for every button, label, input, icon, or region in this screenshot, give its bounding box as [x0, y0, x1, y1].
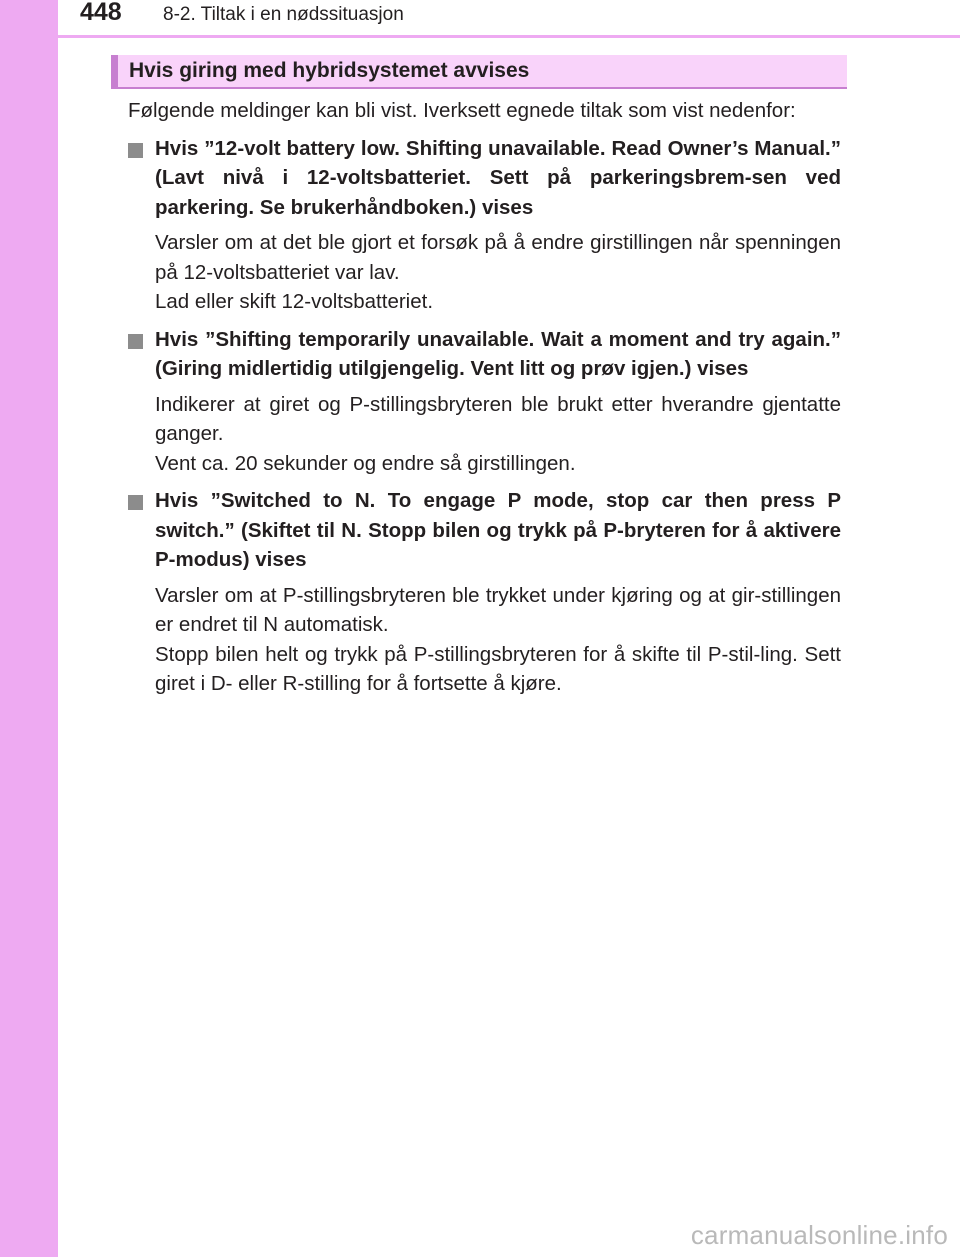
list-item	[128, 134, 841, 317]
square-bullet-icon	[128, 334, 143, 349]
item-body: Stopp bilen helt og trykk på P-stillingsbryteren for å skifte til P-stil-ling. Sett giret i D- eller R-stilling for å fortsette å kjøre.	[155, 642, 841, 695]
chapter-title: 8-2. Tiltak i en nødssituasjon	[163, 4, 404, 25]
main-content	[128, 96, 841, 707]
list-item	[128, 325, 841, 479]
section-title: Hvis giring med hybridsystemet avvises	[129, 59, 530, 82]
page-number: 448	[80, 0, 122, 26]
item-body: Indikerer at giret og P-stillingsbryteren ble brukt etter hverandre gjentatte ganger.	[155, 392, 841, 445]
item-body: Varsler om at P-stillingsbryteren ble trykket under kjøring og at gir-stillingen er endret til N automatisk.	[155, 583, 841, 636]
item-title: Hvis ”Switched to N. To engage P mode, stop car then press P switch.” (Skiftet til N. Stopp bilen og trykk på P-bryteren for å aktivere P-modus) vises	[155, 489, 841, 571]
intro-text: Følgende meldinger kan bli vist. Iverksett egnede tiltak som vist nedenfor:	[128, 99, 796, 122]
section-heading-box	[111, 55, 847, 89]
item-body: Vent ca. 20 sekunder og endre så girstillingen.	[155, 451, 576, 475]
square-bullet-icon	[128, 495, 143, 510]
list-item	[128, 486, 841, 699]
watermark: carmanualsonline.info	[690, 1220, 948, 1250]
item-title: Hvis ”Shifting temporarily unavailable. Wait a moment and try again.” (Giring midlertidig utilgjengelig. Vent litt og prøv igjen.) vises	[155, 327, 841, 380]
item-body: Varsler om at det ble gjort et forsøk på å endre girstillingen når spenningen på 12-voltsbatteriet var lav.	[155, 231, 841, 284]
square-bullet-icon	[128, 143, 143, 158]
section-accent	[111, 55, 118, 87]
header-divider	[58, 35, 960, 38]
item-title: Hvis ”12-volt battery low. Shifting unavailable. Read Owner’s Manual.” (Lavt nivå i 12-voltsbatteriet. Sett på parkeringsbrem-sen ved parkering. Se brukerhåndboken.) vises	[155, 136, 841, 219]
item-body: Lad eller skift 12-voltsbatteriet.	[155, 290, 434, 313]
side-bar	[0, 0, 58, 1257]
